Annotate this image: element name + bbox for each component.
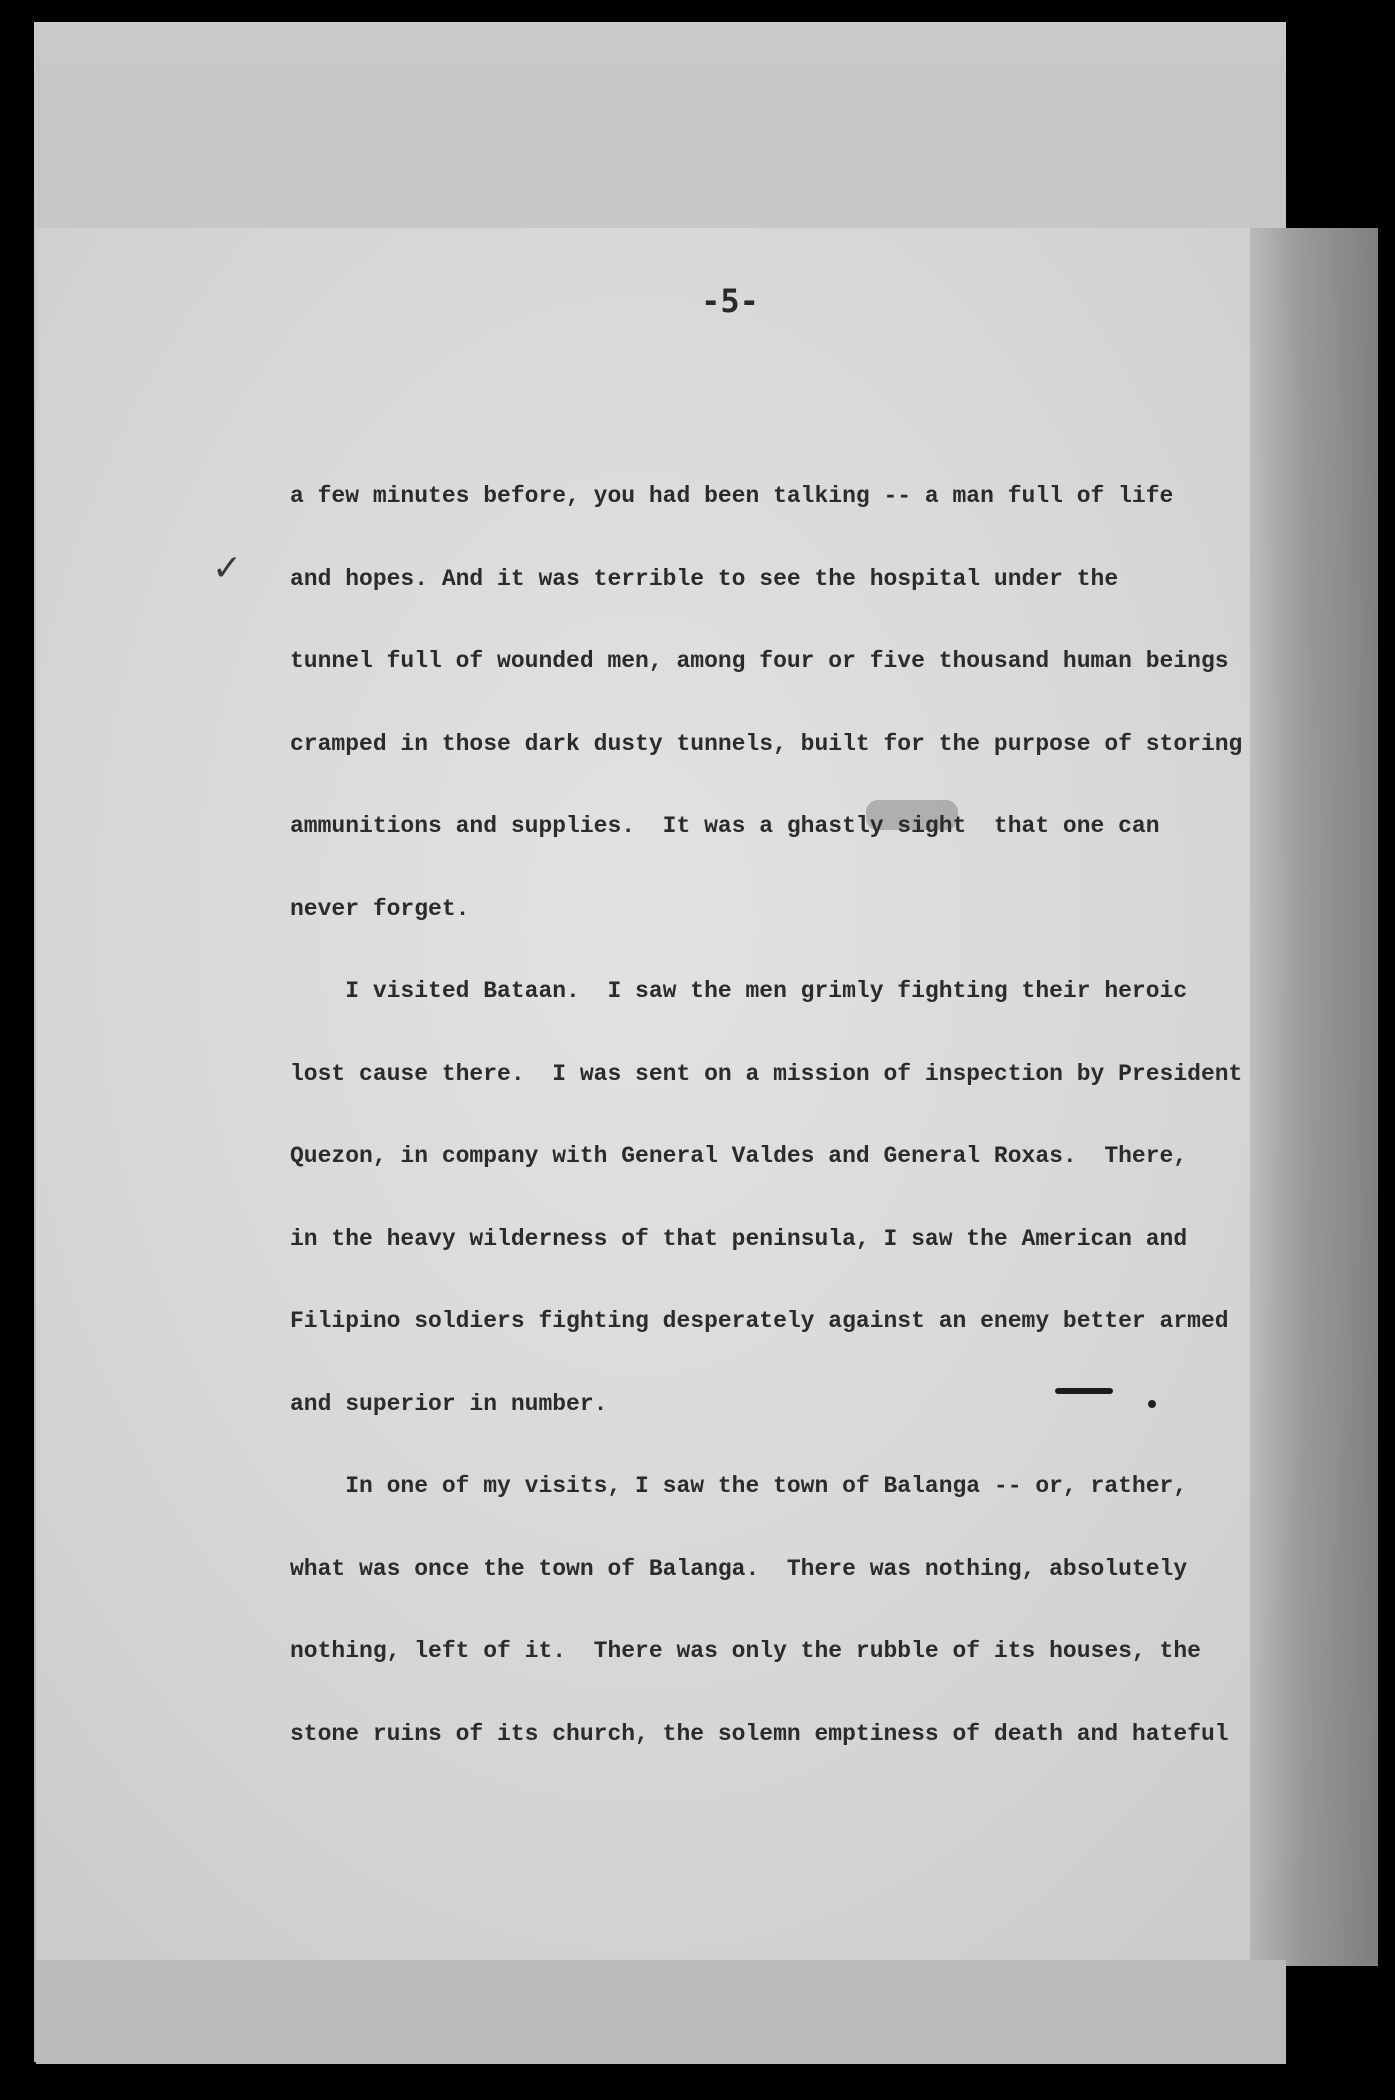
- text-line: nothing, left of it. There was only the rubble of its houses, the: [290, 1638, 1201, 1664]
- text-line: In one of my visits, I saw the town of Balanga -- or, rather,: [290, 1473, 1188, 1499]
- text-line: and hopes. And it was terrible to see the hospital under the: [290, 565, 1119, 592]
- text-line: tunnel full of wounded men, among four or five thousand human beings: [290, 648, 1229, 674]
- underlying-sheet-bottom: [36, 1960, 1286, 2064]
- handwritten-check-mark: ✓: [212, 548, 243, 589]
- text-line: lost cause there. I was sent on a mission of inspection by President: [290, 1060, 1243, 1087]
- text-line: Filipino soldiers fighting desperately against an enemy better armed: [290, 1308, 1229, 1334]
- page-number: -5-: [701, 282, 759, 320]
- text-line: a few minutes before, you had been talking -- a man full of life: [290, 483, 1174, 509]
- page-shadow: [1250, 228, 1378, 1966]
- typewritten-body: [290, 455, 1243, 1775]
- text-line: cramped in those dark dusty tunnels, built for the purpose of storing: [290, 730, 1243, 757]
- text-line: ammunitions and supplies. It was a ghastly sight that one can: [290, 813, 1160, 839]
- text-line: Quezon, in company with General Valdes and General Roxas. There,: [290, 1143, 1188, 1169]
- text-line: stone ruins of its church, the solemn emptiness of death and hateful: [290, 1720, 1229, 1747]
- text-line: I visited Bataan. I saw the men grimly fighting their heroic: [290, 978, 1188, 1004]
- text-line: what was once the town of Balanga. There was nothing, absolutely: [290, 1555, 1188, 1582]
- text-line: in the heavy wilderness of that peninsula, I saw the American and: [290, 1225, 1188, 1252]
- text-line: never forget.: [290, 895, 470, 922]
- text-line: and superior in number.: [290, 1390, 608, 1417]
